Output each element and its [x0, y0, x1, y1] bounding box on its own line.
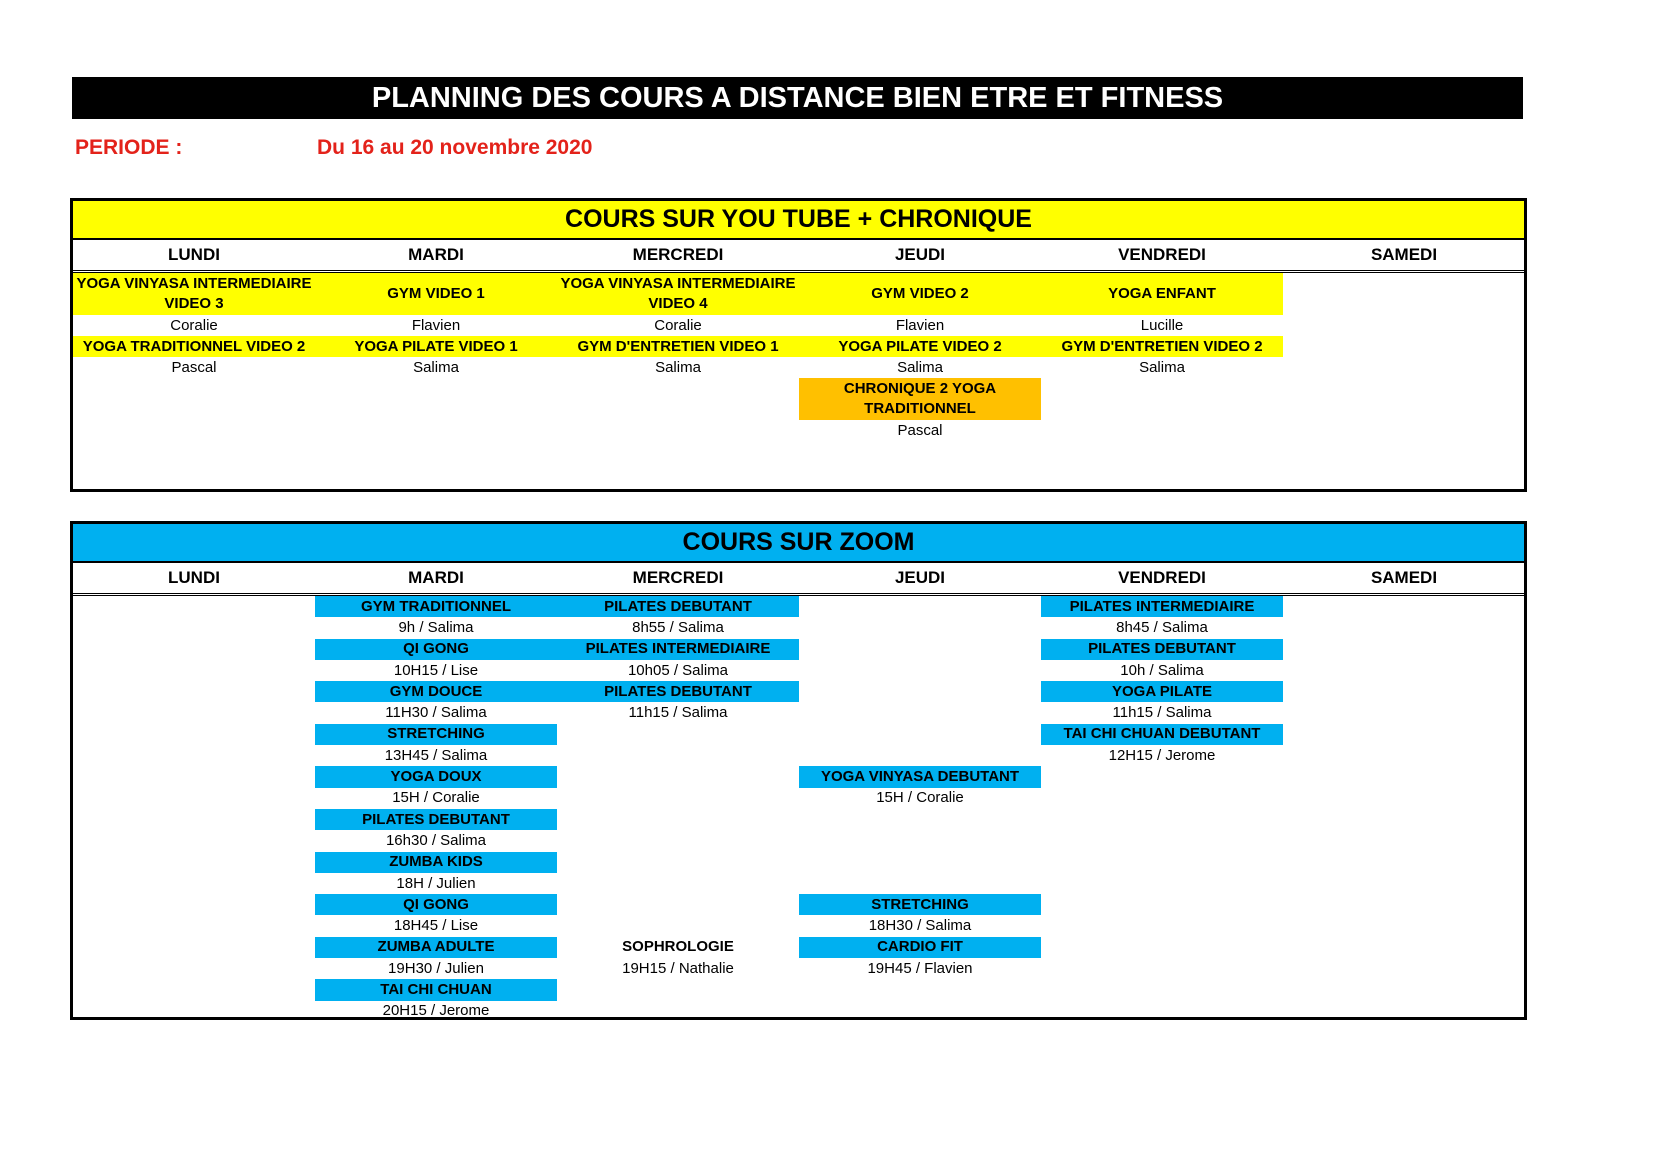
empty-cell: [557, 915, 799, 936]
youtube-column-vendredi: [1041, 273, 1283, 378]
course-name: SOPHROLOGIE: [622, 938, 734, 956]
course-teacher: 8h45 / Salima: [1116, 618, 1208, 636]
youtube-column-lundi: [73, 273, 315, 378]
course-teacher: 20H15 / Jerome: [382, 1002, 490, 1020]
course-name: YOGA VINYASA DEBUTANT: [799, 766, 1041, 787]
youtube-column-mardi: [315, 273, 557, 378]
youtube-day-headers: [73, 240, 1524, 273]
course-teacher: 15H / Coralie: [392, 789, 480, 807]
course-teacher: Salima: [413, 358, 459, 376]
course-teacher: Salima: [655, 358, 701, 376]
youtube-column-jeudi: [799, 273, 1041, 441]
course-teacher: Pascal: [897, 421, 943, 439]
course-teacher: 19H30 / Julien: [388, 959, 484, 977]
course-teacher: 13H45 / Salima: [384, 746, 488, 764]
course-name: GYM TRADITIONNEL: [315, 596, 557, 617]
course-name: YOGA TRADITIONNEL VIDEO 2: [73, 336, 315, 357]
empty-cell: [799, 617, 1041, 638]
course-name: STRETCHING: [315, 724, 557, 745]
course-teacher: 12H15 / Jerome: [1108, 746, 1216, 764]
empty-cell: [799, 745, 1041, 766]
zoom-day-samedi: SAMEDI: [1370, 568, 1438, 587]
course-teacher: 16h30 / Salima: [385, 831, 487, 849]
course-name: TAI CHI CHUAN DEBUTANT: [1041, 724, 1283, 745]
course-teacher: 19H15 / Nathalie: [622, 959, 734, 977]
zoom-day-mardi: MARDI: [408, 568, 464, 587]
periode-label: PERIODE :: [75, 136, 183, 159]
course-name: PILATES DEBUTANT: [1041, 639, 1283, 660]
course-name: ZUMBA KIDS: [315, 852, 557, 873]
course-teacher: 18H / Julien: [396, 874, 476, 892]
zoom-day-mercredi: MERCREDI: [632, 568, 724, 587]
course-teacher: 10h / Salima: [1120, 661, 1204, 679]
course-name: YOGA DOUX: [315, 766, 557, 787]
course-name: PILATES INTERMEDIAIRE: [1041, 596, 1283, 617]
zoom-day-lundi: LUNDI: [168, 568, 220, 587]
youtube-day-lundi: LUNDI: [168, 245, 220, 264]
course-name: GYM VIDEO 2: [799, 273, 1041, 315]
empty-cell: [557, 830, 799, 851]
course-teacher: 15H / Coralie: [876, 789, 964, 807]
course-name: GYM DOUCE: [315, 681, 557, 702]
zoom-column-mercredi: [557, 596, 799, 979]
youtube-day-mercredi: MERCREDI: [632, 245, 724, 264]
youtube-day-jeudi: JEUDI: [894, 245, 946, 264]
course-name: ZUMBA ADULTE: [315, 937, 557, 958]
course-name: YOGA PILATE VIDEO 1: [315, 336, 557, 357]
zoom-day-jeudi: JEUDI: [894, 568, 946, 587]
empty-cell: [557, 852, 799, 873]
course-teacher: 18H30 / Salima: [868, 917, 972, 935]
course-name: GYM D'ENTRETIEN VIDEO 1: [557, 336, 799, 357]
course-name: CHRONIQUE 2 YOGA TRADITIONNEL: [799, 378, 1041, 420]
course-name: YOGA PILATE VIDEO 2: [799, 336, 1041, 357]
course-name: QI GONG: [315, 894, 557, 915]
youtube-section: [70, 198, 1527, 492]
course-teacher: 9h / Salima: [398, 618, 474, 636]
course-name: TAI CHI CHUAN: [315, 979, 557, 1000]
course-name: YOGA ENFANT: [1041, 273, 1283, 315]
empty-cell: [557, 745, 799, 766]
course-teacher: 11H30 / Salima: [385, 704, 487, 722]
empty-cell: [799, 660, 1041, 681]
youtube-day-samedi: SAMEDI: [1370, 245, 1438, 264]
course-teacher: 11h15 / Salima: [1112, 704, 1212, 722]
course-teacher: 18H45 / Lise: [393, 917, 479, 935]
course-teacher: Coralie: [654, 316, 702, 334]
empty-cell: [557, 788, 799, 809]
course-teacher: Pascal: [171, 358, 217, 376]
empty-cell: [799, 596, 1041, 617]
course-teacher: Flavien: [411, 316, 461, 334]
course-name: YOGA VINYASA INTERMEDIAIRE VIDEO 3: [73, 273, 315, 315]
course-teacher: 19H45 / Flavien: [867, 959, 973, 977]
empty-cell: [799, 724, 1041, 745]
course-teacher: 10H15 / Lise: [393, 661, 479, 679]
youtube-column-mercredi: [557, 273, 799, 378]
zoom-column-vendredi: [1041, 596, 1283, 766]
course-name: CARDIO FIT: [799, 937, 1041, 958]
periode-value: Du 16 au 20 novembre 2020: [317, 136, 593, 159]
course-teacher: 11h15 / Salima: [628, 704, 728, 722]
youtube-day-vendredi: VENDREDI: [1118, 245, 1206, 264]
course-name: YOGA VINYASA INTERMEDIAIRE VIDEO 4: [557, 273, 799, 315]
course-teacher: Coralie: [170, 316, 218, 334]
empty-cell: [799, 681, 1041, 702]
empty-cell: [799, 809, 1041, 830]
course-name: PILATES DEBUTANT: [315, 809, 557, 830]
course-teacher: 10h05 / Salima: [627, 661, 729, 679]
zoom-column-mardi: [315, 596, 557, 1022]
course-name: STRETCHING: [799, 894, 1041, 915]
zoom-day-vendredi: VENDREDI: [1118, 568, 1206, 587]
empty-cell: [799, 639, 1041, 660]
empty-cell: [799, 830, 1041, 851]
empty-cell: [557, 873, 799, 894]
empty-cell: [557, 894, 799, 915]
empty-cell: [799, 702, 1041, 723]
zoom-column-jeudi: [799, 596, 1041, 979]
zoom-section: [70, 521, 1527, 1020]
course-teacher: Flavien: [895, 316, 945, 334]
empty-cell: [799, 873, 1041, 894]
youtube-section-header: COURS SUR YOU TUBE + CHRONIQUE: [73, 201, 1524, 240]
zoom-section-header: COURS SUR ZOOM: [73, 524, 1524, 563]
youtube-day-mardi: MARDI: [408, 245, 464, 264]
empty-cell: [557, 809, 799, 830]
course-name: GYM D'ENTRETIEN VIDEO 2: [1041, 336, 1283, 357]
course-teacher: 8h55 / Salima: [632, 618, 724, 636]
zoom-day-headers: [73, 563, 1524, 596]
course-name: PILATES DEBUTANT: [557, 681, 799, 702]
course-name: QI GONG: [315, 639, 557, 660]
empty-cell: [557, 724, 799, 745]
course-name: YOGA PILATE: [1041, 681, 1283, 702]
course-name: GYM VIDEO 1: [315, 273, 557, 315]
course-name: PILATES DEBUTANT: [557, 596, 799, 617]
empty-cell: [557, 766, 799, 787]
course-name: PILATES INTERMEDIAIRE: [557, 639, 799, 660]
course-teacher: Salima: [897, 358, 943, 376]
empty-cell: [799, 852, 1041, 873]
page-title: PLANNING DES COURS A DISTANCE BIEN ETRE ET FITNESS: [72, 77, 1523, 119]
course-teacher: Lucille: [1140, 316, 1184, 334]
course-teacher: Salima: [1139, 358, 1185, 376]
